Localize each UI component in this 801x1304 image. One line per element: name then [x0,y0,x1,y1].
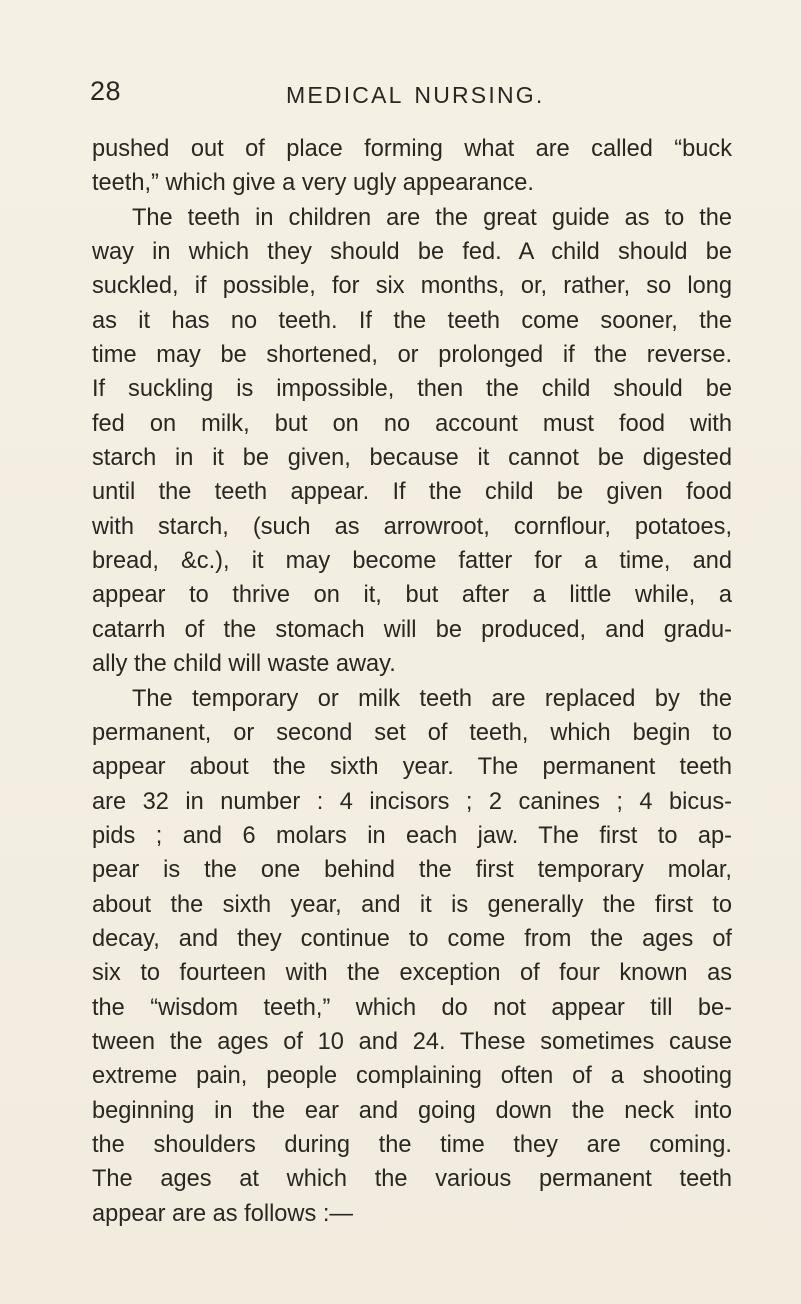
text-line: pushed out of place forming what are called “buck [92,136,732,162]
text-line: until the teeth appear. If the child be given food [92,479,732,506]
text-line: suckled, if possible, for six months, or, rather, so long [92,273,732,300]
text-line: the “wisdom teeth,” which do not appear till be- [92,994,732,1021]
text-line: starch in it be given, because it cannot be digested [92,445,732,472]
text-line: The ages at which the various permanent teeth [92,1166,732,1193]
text-line: appear are as follows :— [92,1200,353,1227]
text-line: tween the ages of 10 and 24. These sometimes cause [92,1028,732,1055]
text-line: are 32 in number : 4 incisors ; 2 canines ; 4 bicus- [92,788,732,815]
text-line: The temporary or milk teeth are replaced by the [132,685,732,712]
text-line: six to fourteen with the exception of four known as [92,960,732,987]
text-line: teeth,” which give a very ugly appearance. [92,170,534,197]
text-line: If suckling is impossible, then the child should be [92,376,732,403]
text-line: beginning in the ear and going down the neck into [92,1097,732,1124]
text-line: as it has no teeth. If the teeth come sooner, the [92,307,732,334]
text-line: pids ; and 6 molars in each jaw. The first to ap- [92,822,732,849]
page-header [0,76,801,116]
text-line: appear to thrive on it, but after a little while, a [92,582,732,609]
page-number: 28 [90,76,122,106]
text-line: with starch, (such as arrowroot, cornflour, potatoes, [92,513,732,540]
text-line: way in which they should be fed. A child should be [92,239,732,266]
text-line: time may be shortened, or prolonged if the reverse. [92,342,732,369]
text-line: pear is the one behind the first temporary molar, [92,857,732,884]
text-line: the shoulders during the time they are coming. [92,1131,732,1158]
body-text [92,132,732,1231]
text-line: ally the child will waste away. [92,651,396,678]
text-line: decay, and they continue to come from the ages of [92,925,732,952]
text-line: permanent, or second set of teeth, which begin to [92,719,732,746]
text-line: appear about the sixth year. The permanent teeth [92,754,732,781]
text-line: about the sixth year, and it is generally the first to [92,891,732,918]
text-line: catarrh of the stomach will be produced, and gradu- [92,616,732,643]
text-line: extreme pain, people complaining often of a shooting [92,1063,732,1090]
text-line: The teeth in children are the great guide as to the [132,204,732,231]
text-line: bread, &c.), it may become fatter for a time, and [92,548,732,575]
running-title: MEDICAL NURSING. [286,82,545,108]
text-line: fed on milk, but on no account must food with [92,410,732,437]
